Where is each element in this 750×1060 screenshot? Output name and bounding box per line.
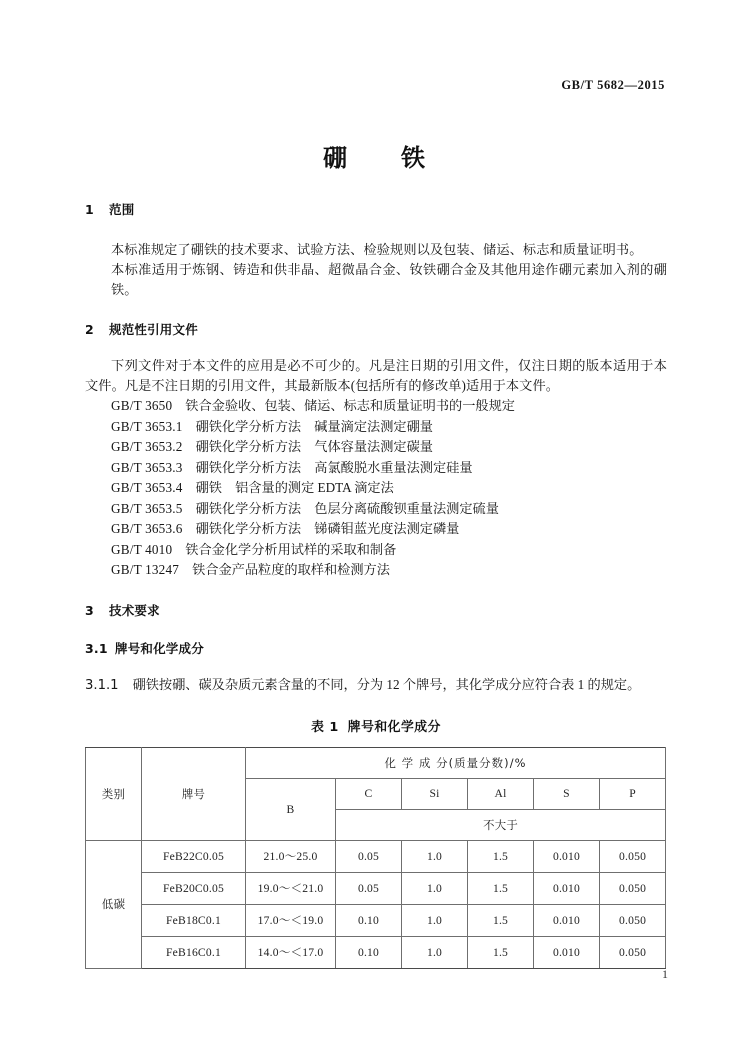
reference-code: GB/T 3653.1 [111,418,183,434]
column-header-c: C [336,778,402,809]
normative-references-intro: 下列文件对于本文件的应用是必不可少的。凡是注日期的引用文件，仅注日期的版本适用于本文件。凡是不注日期的引用文件，其最新版本(包括所有的修改单)适用于本文件。 [85,358,667,393]
section-heading-scope [85,200,667,218]
table-row [86,840,666,872]
reference-title: 硼铁 铝含量的测定 EDTA 滴定法 [195,480,394,495]
scope-paragraph-2: 本标准适用于炼钢、铸造和供非晶、超微晶合金、钕铁硼合金及其他用途作硼元素加入剂的硼铁。 [111,262,667,297]
list-item [111,396,667,417]
section-number-2: 2 [85,322,94,337]
reference-code: GB/T 3653.2 [111,439,183,454]
reference-title: 硼铁化学分析方法 碱量滴定法测定硼量 [195,418,433,434]
list-item [111,458,667,479]
scope-paragraph-1: 本标准规定了硼铁的技术要求、试验方法、检验规则以及包装、储运、标志和质量证明书。 [111,242,643,257]
cell-c: 0.05 [336,840,402,872]
cell-p: 0.050 [600,872,666,904]
cell-si: 1.0 [402,936,468,968]
cell-category: 低碳 [86,840,142,968]
reference-title: 硼铁化学分析方法 色层分离硫酸钡重量法测定硫量 [195,500,499,516]
cell-s: 0.010 [534,872,600,904]
cell-al: 1.5 [468,872,534,904]
reference-code: GB/T 3653.5 [111,500,183,516]
cell-grade: FeB22C0.05 [142,840,246,872]
table-header [86,747,666,840]
section-heading-normative-references [85,320,667,338]
table-row [86,904,666,936]
cell-b: 21.0～25.0 [246,840,336,872]
column-header-si: Si [402,778,468,809]
column-header-b: B [246,778,336,840]
cell-grade: FeB16C0.1 [142,936,246,968]
table-1-caption [85,716,667,735]
page-number: 1 [662,967,668,981]
section-title-1: 范围 [109,202,135,217]
cell-grade: FeB20C0.05 [142,872,246,904]
reference-title: 铁合金验收、包装、储运、标志和质量证明书的一般规定 [185,398,515,413]
clause-text-3-1-1: 硼铁按硼、碳及杂质元素含量的不同，分为 12 个牌号，其化学成分应符合表 1 的规定。 [132,676,641,692]
list-item [111,560,667,581]
page-title [0,138,750,173]
column-header-s: S [534,778,600,809]
title-char-1: 硼 [323,144,349,172]
reference-title: 铁合金产品粒度的取样和检测方法 [192,562,390,577]
table-row [86,936,666,968]
title-char-2: 铁 [401,144,427,172]
cell-c: 0.05 [336,872,402,904]
column-header-grade: 牌号 [142,747,246,840]
clause-3-1-1 [85,675,667,696]
cell-si: 1.0 [402,840,468,872]
table-body [86,840,666,968]
section-number-1: 1 [85,202,94,217]
cell-c: 0.10 [336,936,402,968]
reference-code: GB/T 4010 [111,541,173,557]
document-body [85,200,667,969]
reference-code: GB/T 3653.6 [111,521,183,536]
column-header-chemical-composition: 化 学 成 分(质量分数)/% [246,747,666,778]
reference-code: GB/T 13247 [111,562,180,577]
list-item [111,478,667,499]
section-number-3-1: 3.1 [85,640,108,656]
cell-al: 1.5 [468,936,534,968]
cell-p: 0.050 [600,936,666,968]
table-grades-and-chemical-composition [85,747,666,969]
cell-s: 0.010 [534,936,600,968]
normative-reference-list [85,396,667,581]
section-title-3: 技术要求 [109,602,160,618]
cell-grade: FeB18C0.1 [142,904,246,936]
cell-b: 14.0～＜17.0 [246,936,336,968]
list-item [111,519,667,540]
list-item [111,437,667,458]
table-caption-label: 表 1 [311,719,339,735]
reference-code: GB/T 3653.3 [111,459,183,475]
cell-si: 1.0 [402,904,468,936]
column-header-al: Al [468,778,534,809]
column-header-category: 类别 [86,747,142,840]
section-number-3: 3 [85,602,94,618]
cell-si: 1.0 [402,872,468,904]
section-heading-technical-requirements [85,601,667,619]
section-title-3-1: 牌号和化学成分 [115,640,204,656]
list-item [111,417,667,438]
cell-al: 1.5 [468,904,534,936]
cell-s: 0.010 [534,840,600,872]
list-item [111,540,667,561]
reference-title: 铁合金化学分析用试样的采取和制备 [185,541,397,557]
clause-number-3-1-1: 3.1.1 [85,677,119,693]
cell-b: 17.0～＜19.0 [246,904,336,936]
reference-code: GB/T 3653.4 [111,480,183,495]
cell-s: 0.010 [534,904,600,936]
cell-p: 0.050 [600,904,666,936]
reference-title: 硼铁化学分析方法 高氯酸脱水重量法测定硅量 [195,459,473,475]
reference-code: GB/T 3650 [111,398,173,413]
table-caption-text: 牌号和化学成分 [347,719,441,735]
section-title-2: 规范性引用文件 [109,322,198,337]
cell-c: 0.10 [336,904,402,936]
cell-b: 19.0～＜21.0 [246,872,336,904]
cell-p: 0.050 [600,840,666,872]
column-header-limit: 不大于 [336,809,666,840]
column-header-p: P [600,778,666,809]
reference-title: 硼铁化学分析方法 气体容量法测定碳量 [195,439,433,454]
reference-title: 硼铁化学分析方法 锑磷钼蓝光度法测定磷量 [195,521,460,536]
section-heading-3-1 [85,639,667,657]
list-item [111,499,667,520]
cell-al: 1.5 [468,840,534,872]
table-header-row-1 [86,747,666,778]
table-row [86,872,666,904]
standard-code-header: GB/T 5682—2015 [561,78,665,92]
